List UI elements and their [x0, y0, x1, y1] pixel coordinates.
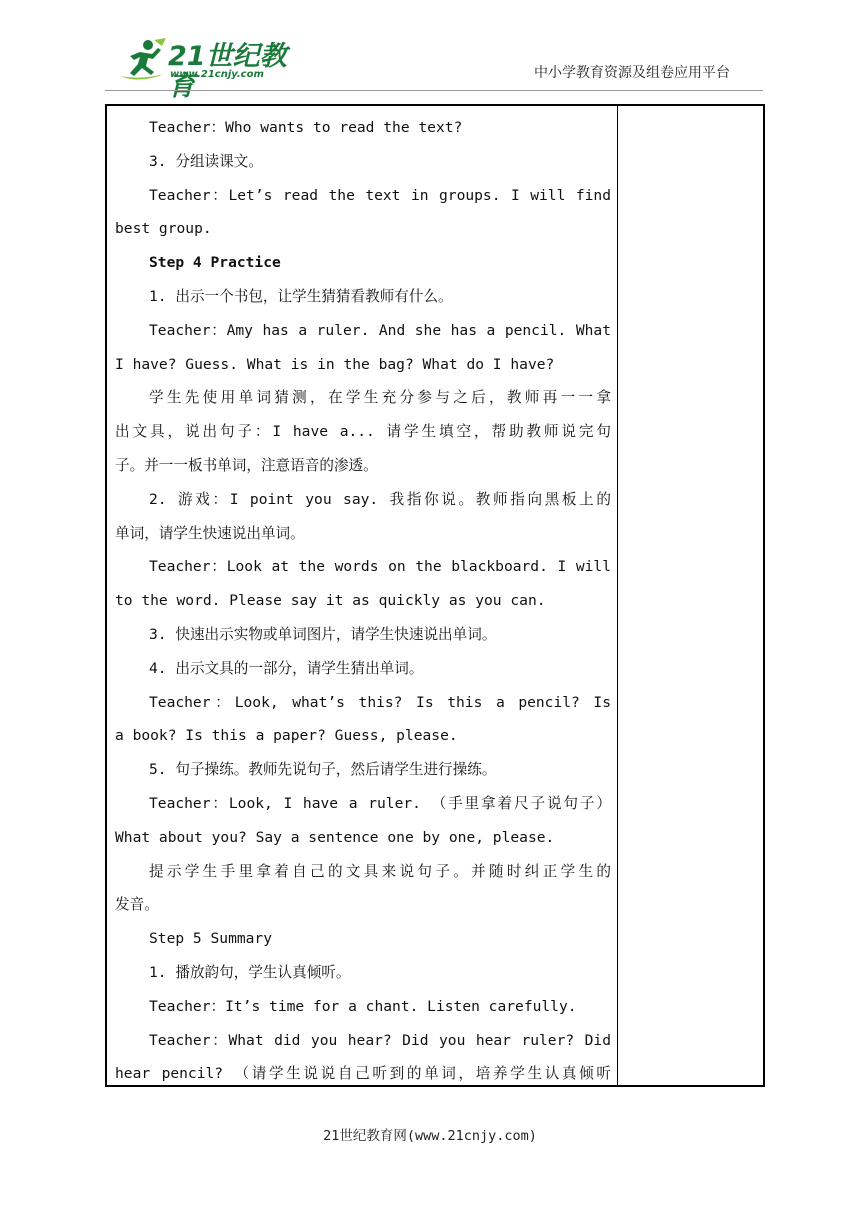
column-divider: [617, 106, 618, 1085]
text-line: 单词，请学生快速说出单词。: [115, 524, 305, 542]
page-header: [0, 0, 860, 102]
runner-logo-icon: [118, 38, 168, 82]
text-line: Teacher：It’s time for a chant. Listen carefully.: [149, 997, 577, 1015]
text-line: a book? Is this a paper? Guess, please.: [115, 727, 458, 745]
header-divider: [105, 90, 763, 91]
logo-url: www.21cnjy.com: [170, 69, 264, 80]
text-line: 提示学生手里拿着自己的文具来说句子。并随时纠正学生的: [149, 862, 611, 880]
text-line: 发音。: [115, 896, 159, 914]
text-line: 3. 分组读课文。: [149, 152, 263, 170]
text-line: hear pencil? （请学生说说自己听到的单词，培养学生认真倾听: [115, 1065, 611, 1083]
site-logo: [118, 38, 288, 102]
text-line: Teacher：Who wants to read the text?: [149, 119, 463, 136]
text-line: best group.: [115, 220, 212, 238]
text-line: Teacher：Let’s read the text in groups. I will find: [149, 186, 611, 204]
text-line: 5. 句子操练。教师先说句子，然后请学生进行操练。: [149, 761, 497, 779]
lesson-content: [115, 111, 611, 1091]
text-line: 4. 出示文具的一部分，请学生猜出单词。: [149, 659, 424, 677]
text-line: Teacher：Look, I have a ruler. （手里拿着尺子说句子）: [149, 794, 611, 812]
text-line: to the word. Please say it as quickly as you can.: [115, 592, 546, 610]
section-heading: Step 4 Practice: [149, 254, 281, 272]
text-line: 学生先使用单词猜测，在学生充分参与之后，教师再一一拿: [149, 389, 611, 407]
text-line: Teacher：Amy has a ruler. And she has a pencil. What: [149, 321, 611, 339]
page-footer: 21世纪教育网(www.21cnjy.com): [323, 1128, 537, 1144]
text-line: 1. 播放韵句，学生认真倾听。: [149, 963, 351, 981]
section-heading: Step 5 Summary: [149, 930, 273, 948]
text-line: 1. 出示一个书包，让学生猜猜看教师有什么。: [149, 287, 453, 305]
lesson-table: [105, 104, 765, 1087]
text-line: What about you? Say a sentence one by one, please.: [115, 828, 555, 846]
platform-tagline: 中小学教育资源及组卷应用平台: [534, 65, 730, 81]
text-line: I have? Guess. What is in the bag? What do I have?: [115, 355, 555, 373]
text-line: 3. 快速出示实物或单词图片，请学生快速说出单词。: [149, 625, 497, 643]
text-line: 出文具，说出句子：I have a... 请学生填空，帮助教师说完句: [115, 423, 611, 441]
text-line: 2. 游戏：I point you say. 我指你说。教师指向黑板上的: [149, 490, 611, 508]
text-line: 子。并一一板书单词，注意语音的渗透。: [115, 456, 378, 474]
logo-wordmark: 21世纪教育: [168, 41, 287, 102]
text-line: Teacher：Look, what’s this? Is this a pencil? Is: [149, 693, 611, 711]
text-line: Teacher：Look at the words on the blackboard. I will: [149, 558, 611, 576]
text-line: Teacher：What did you hear? Did you hear ruler? Did: [149, 1031, 611, 1049]
